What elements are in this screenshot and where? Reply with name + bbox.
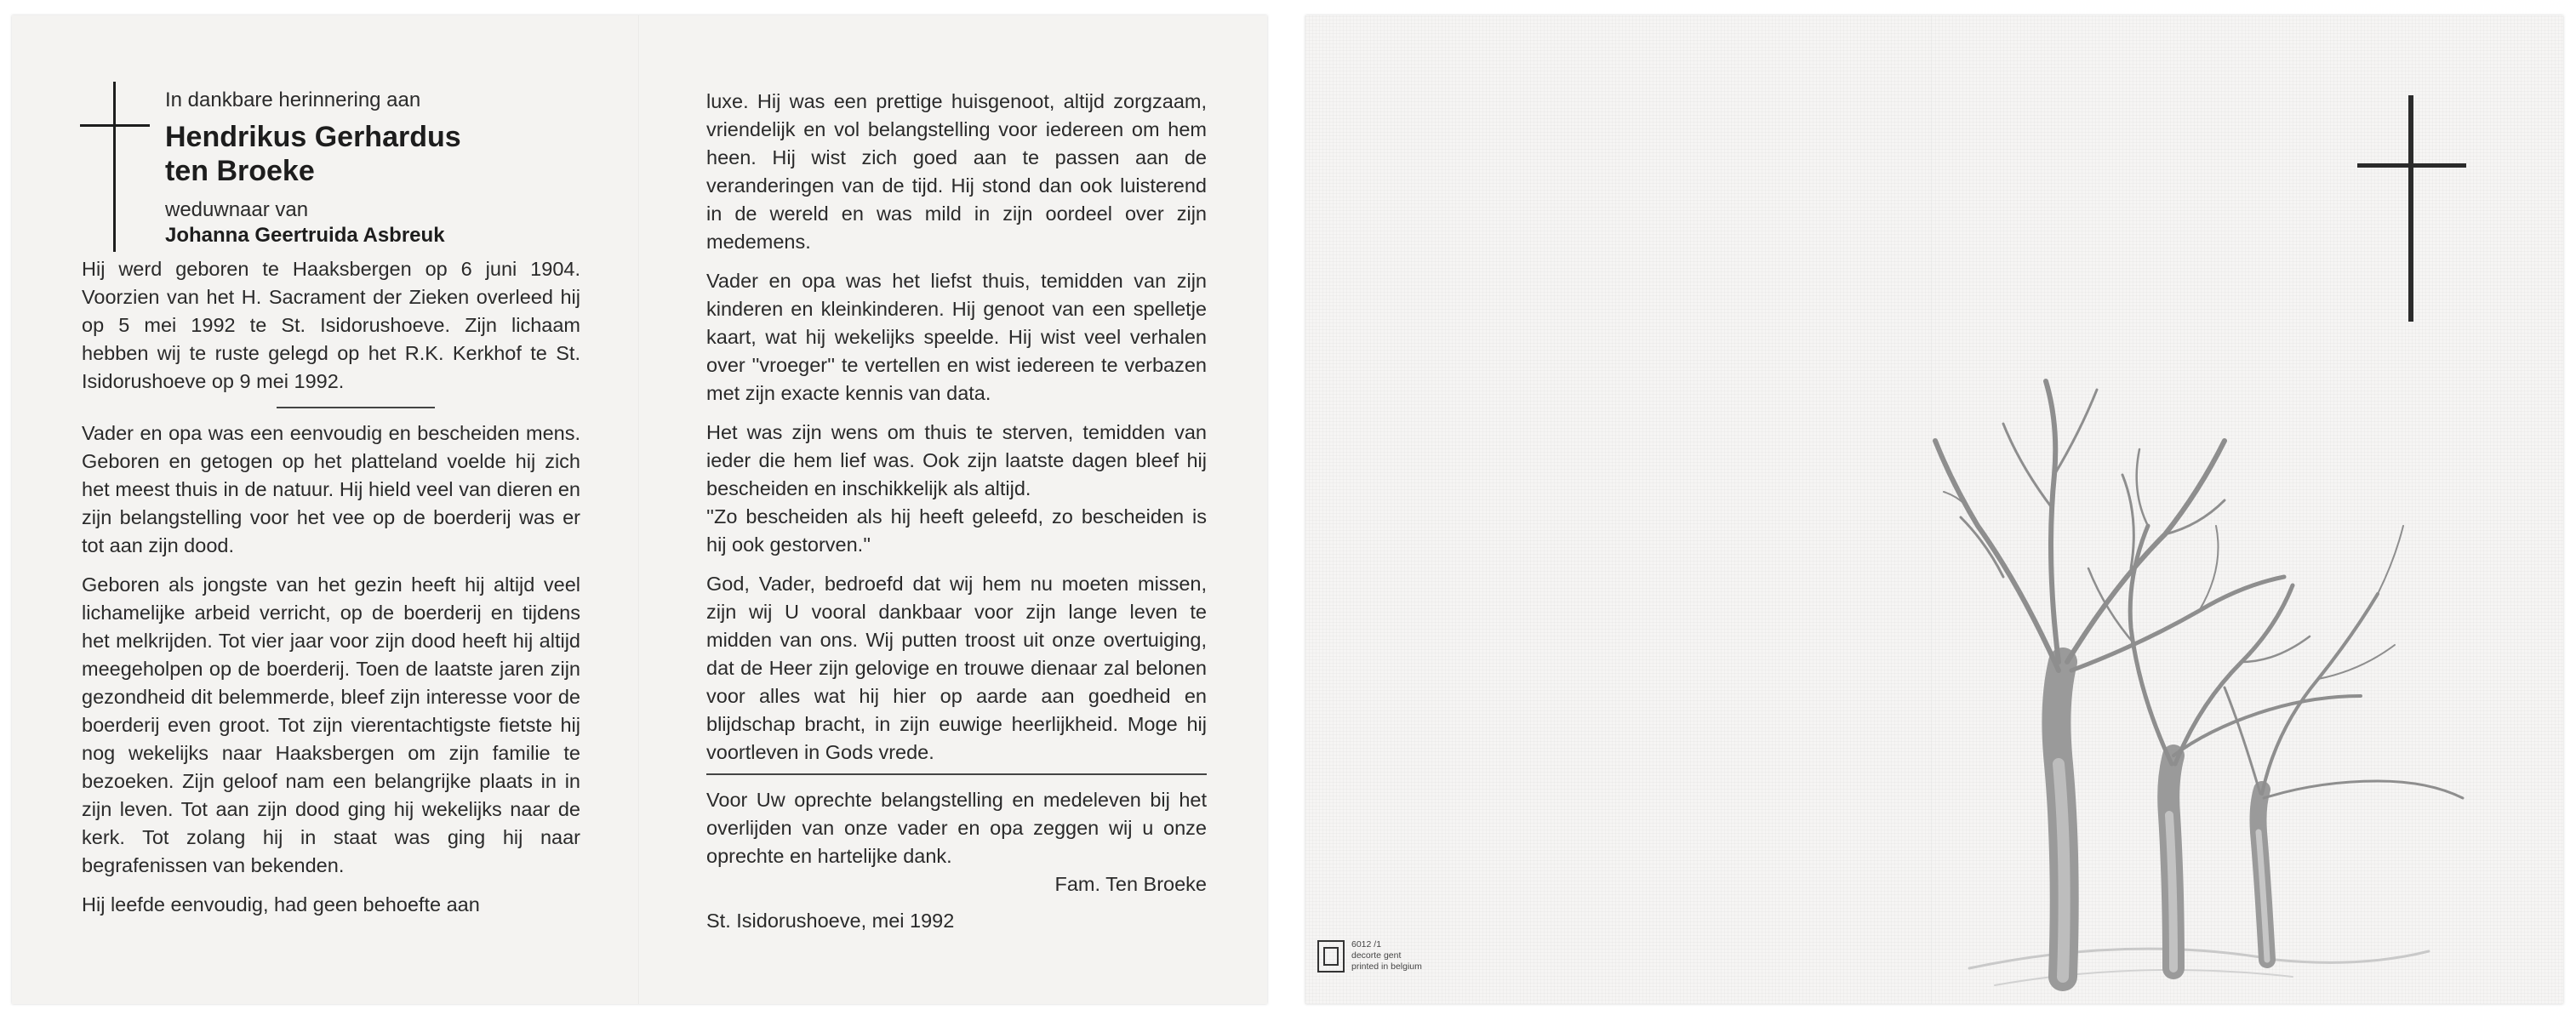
printer-imprint — [1317, 939, 1422, 973]
biography-paragraph: Geboren als jongste van het gezin heeft hij altijd veel lichamelijke arbeid verricht, op de boerderij en tijdens het melkrijden. Tot vier jaar voor zijn dood heeft hij altijd meegeholpen op de boerderij. Toen de laatste jaren zijn gezondheid dit belemmerde, bleef zijn interesse voor de boerderij even groot. Tot zijn vierentachtigste fietste hij nog wekelijks naar Haaksbergen om zijn familie te bezoeken. Zijn geloof nam een belangrijke plaats in in zijn leven. Tot aan zijn dood ging hij wekelijks naar de kerk. Tot zolang hij in staat was ging hij naar begrafenissen van bekenden. — [82, 573, 580, 876]
family-signature: Fam. Ten Broeke — [1054, 873, 1207, 895]
biography-paragraph: Vader en opa was een eenvoudig en bescheiden mens. Geboren en getogen op het platteland voelde hij zich het meest thuis in de natuur. Hij hield veel van dieren en zijn belangstelling voor het vee op de boerderij was er tot aan zijn dood. — [82, 422, 580, 556]
biography-paragraph: Het was zijn wens om thuis te sterven, temidden van ieder die hem lief was. Ook zijn laatste dagen bleef hij bescheiden en inschikkelijk als altijd. — [706, 421, 1207, 499]
spouse-name: Johanna Geertruida Asbreuk — [165, 224, 445, 247]
right-text-column — [706, 88, 1207, 935]
memorial-card-cover — [1305, 15, 2563, 1004]
place-and-date: St. Isidorushoeve, mei 1992 — [706, 910, 955, 932]
dedication-intro: In dankbare herinnering aan — [165, 88, 421, 111]
card-fold — [638, 15, 640, 1004]
printer-logo-icon — [1317, 940, 1345, 973]
bare-trees-illustration — [1918, 305, 2497, 994]
divider-line — [277, 407, 435, 408]
widower-of-label: weduwnaar van — [165, 198, 309, 221]
cross-horizontal-bar — [80, 124, 150, 127]
memorial-card-inside — [12, 15, 1267, 1004]
quote-paragraph: ''Zo bescheiden als hij heeft geleefd, zo bescheiden is hij ook gestorven.'' — [706, 505, 1207, 556]
deceased-name-line1: Hendrikus Gerhardus — [165, 121, 461, 153]
biography-paragraph: luxe. Hij was een prettige huisgenoot, altijd zorgzaam, vriendelijk en vol belangstelling voor iedereen om hem heen. Hij wist zich goed aan te passen aan de veranderingen van de tijd. Hij stond dan ook luisterend in de wereld en was mild in zijn oordeel over zijn medemens. — [706, 90, 1207, 253]
imprint-code: 6012 /1 — [1351, 939, 1382, 950]
left-text-column — [82, 255, 580, 930]
thanks-paragraph: Voor Uw oprechte belangstelling en medeleven bij het overlijden van onze vader en opa zeggen wij u onze oprechte en hartelijke dank. — [706, 789, 1207, 867]
cross-vertical-bar — [2408, 95, 2413, 322]
cross-vertical-bar — [113, 82, 116, 252]
prayer-paragraph: God, Vader, bedroefd dat wij hem nu moeten missen, zijn wij U vooral dankbaar voor zijn lange leven te midden van ons. Wij putten troost uit onze overtuiging, dat de Heer zijn gelovige en trouwe dienaar zal belonen voor alles wat hij hier op aarde aan goedheid en blijdschap bracht, in zijn euwige heerlijkheid. Moge hij voortleven in Gods vrede. — [706, 573, 1207, 763]
deceased-name-line2: ten Broeke — [165, 155, 315, 187]
biography-paragraph: Vader en opa was het liefst thuis, temidden van zijn kinderen en kleinkinderen. Hij genoot van een spelletje kaart, wat hij wekelijks speelde. Hij wist veel verhalen over ''vroeger'' te vertellen en wist iedereen te verbazen met zijn exacte kennis van data. — [706, 270, 1207, 404]
biography-paragraph: Hij werd geboren te Haaksbergen op 6 juni 1904. Voorzien van het H. Sacrament der Zieken overleed hij op 5 mei 1992 te St. Isidorushoeve. Zijn lichaam hebben wij te ruste gelegd op het R.K. Kerkhof te St. Isidorushoeve op 9 mei 1992. — [82, 258, 580, 392]
divider-line — [706, 773, 1207, 775]
imprint-publisher: decorte gent — [1351, 950, 1402, 961]
imprint-country: printed in belgium — [1351, 961, 1422, 972]
biography-paragraph: Hij leefde eenvoudig, had geen behoefte aan — [82, 893, 480, 915]
cross-horizontal-bar — [2357, 163, 2466, 168]
